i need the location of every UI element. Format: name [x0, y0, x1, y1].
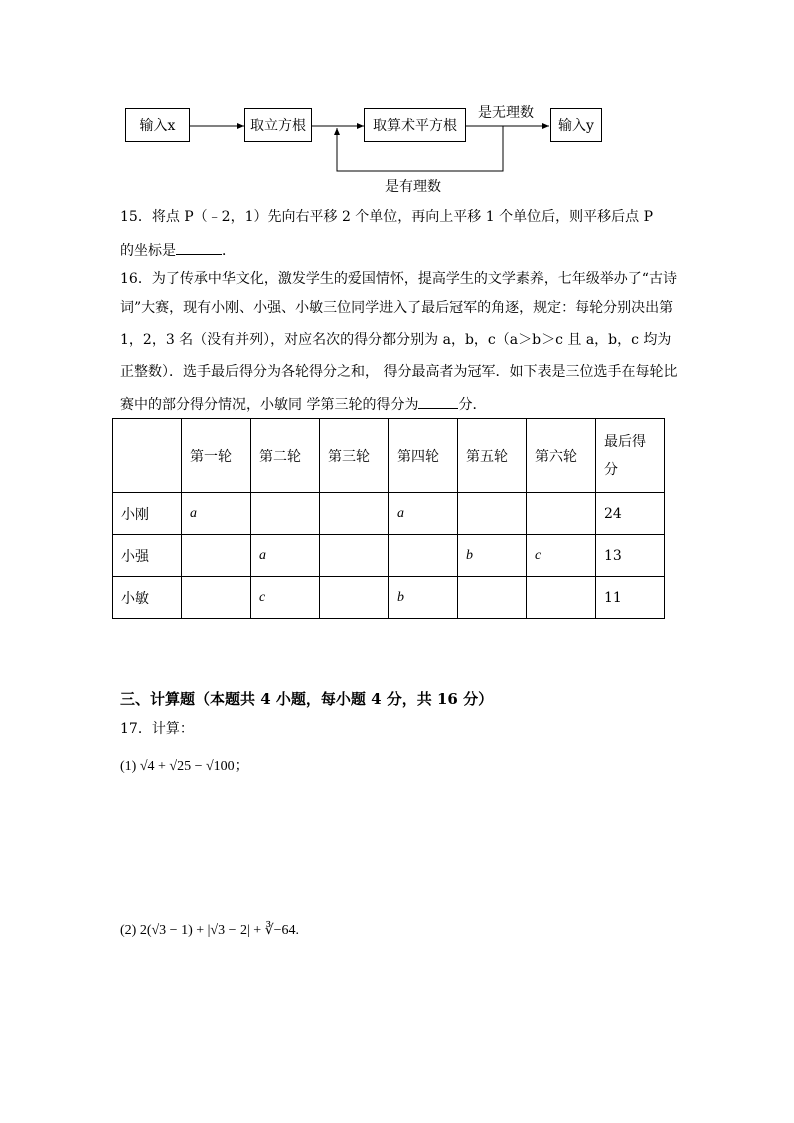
q16-line-1: 16．为了传承中华文化，激发学生的爱国情怀，提高学生的文学素养，七年级举办了“古诗: [120, 271, 677, 287]
score-table: [112, 418, 665, 619]
q17-part-1-label: (1): [120, 759, 137, 774]
table-cell: b: [389, 577, 458, 619]
table-cell: c: [251, 577, 320, 619]
table-header-cell: 第一轮: [182, 419, 251, 493]
table-cell: c: [527, 535, 596, 577]
flow-box-output-y: [550, 108, 602, 142]
q17-part-2-label: (2): [120, 923, 137, 938]
table-cell-name: 小强: [113, 535, 182, 577]
table-cell-final: 13: [596, 535, 665, 577]
q16-line-4: 正整数）．选手最后得分为各轮得分之和， 得分最高者为冠军．如下表是三位选手在每轮比: [120, 364, 678, 380]
table-header-cell: 第四轮: [389, 419, 458, 493]
flow-box-input-x: [125, 108, 190, 142]
q16-line-3: 1，2，3 名（没有并列），对应名次的得分都分别为 a，b，c（a＞b＞c 且 a，b，c 均为: [120, 332, 672, 348]
q15-line-2: [120, 240, 236, 261]
flow-box-cube-root-label: 取立方根: [250, 118, 306, 134]
q17-part-2-end: .: [295, 923, 300, 938]
table-header-cell: 第五轮: [458, 419, 527, 493]
flow-box-input-x-label: 输入x: [139, 118, 176, 134]
table-row: [113, 493, 665, 535]
flow-label-irrational: 是无理数: [478, 105, 534, 121]
q15-answer-blank[interactable]: [176, 240, 222, 255]
q17-part-1: [120, 755, 249, 775]
table-header-row: [113, 419, 665, 493]
q16-answer-blank[interactable]: [418, 394, 458, 409]
q17-part-2-expression: 2(√3 − 1) + |√3 − 2| + ∛−64: [139, 923, 296, 938]
table-row: [113, 535, 665, 577]
q15-line-2-prefix: 的坐标是: [120, 243, 176, 259]
section-3-heading: 三、计算题（本题共 4 小题，每小题 4 分，共 16 分）: [120, 690, 494, 708]
table-cell: [182, 577, 251, 619]
q16-line-2: 词”大赛，现有小刚、小强、小敏三位同学进入了最后冠军的角逐，规定：每轮分别决出第: [120, 300, 674, 316]
q17-part-1-end: ；: [234, 759, 249, 774]
table-header-final-label: 最后得分: [604, 433, 646, 478]
table-cell: a: [389, 493, 458, 535]
table-header-cell-final: [596, 419, 665, 493]
flowchart-arrows: [0, 0, 794, 200]
table-cell: [320, 493, 389, 535]
table-cell-name: 小敏: [113, 577, 182, 619]
table-cell: [389, 535, 458, 577]
q17-title: 17．计算：: [120, 721, 194, 737]
table-cell: [527, 493, 596, 535]
table-cell: [320, 535, 389, 577]
table-cell: [182, 535, 251, 577]
table-row: [113, 577, 665, 619]
table-cell: a: [182, 493, 251, 535]
flow-box-sqrt: [364, 108, 466, 142]
table-cell: a: [251, 535, 320, 577]
table-header-cell: 第六轮: [527, 419, 596, 493]
table-cell: b: [458, 535, 527, 577]
q16-line-5: [120, 394, 486, 415]
q16-line-5-suffix: 分．: [458, 397, 487, 413]
table-cell: [320, 577, 389, 619]
table-cell: [458, 577, 527, 619]
table-header-cell: 第二轮: [251, 419, 320, 493]
q17-part-1-expression: √4 + √25 − √100: [139, 759, 235, 774]
q16-line-5-prefix: 赛中的部分得分情况，小敏同 学第三轮的得分为: [120, 397, 419, 413]
flow-label-rational: 是有理数: [385, 179, 441, 195]
table-cell: [527, 577, 596, 619]
flow-box-output-y-label: 输入y: [558, 118, 594, 134]
table-header-cell: [113, 419, 182, 493]
table-cell-name: 小刚: [113, 493, 182, 535]
table-cell: [251, 493, 320, 535]
q15-line-1: 15．将点 P（﹣2，1）先向右平移 2 个单位，再向上平移 1 个单位后，则平移后点 P: [120, 209, 653, 225]
q15-line-2-suffix: ．: [222, 243, 236, 259]
table-cell-final: 11: [596, 577, 665, 619]
table-cell-final: 24: [596, 493, 665, 535]
table-header-cell: 第三轮: [320, 419, 389, 493]
flow-box-cube-root: [244, 108, 312, 142]
flow-box-sqrt-label: 取算术平方根: [373, 118, 457, 134]
table-cell: [458, 493, 527, 535]
q17-part-2: [120, 922, 299, 939]
